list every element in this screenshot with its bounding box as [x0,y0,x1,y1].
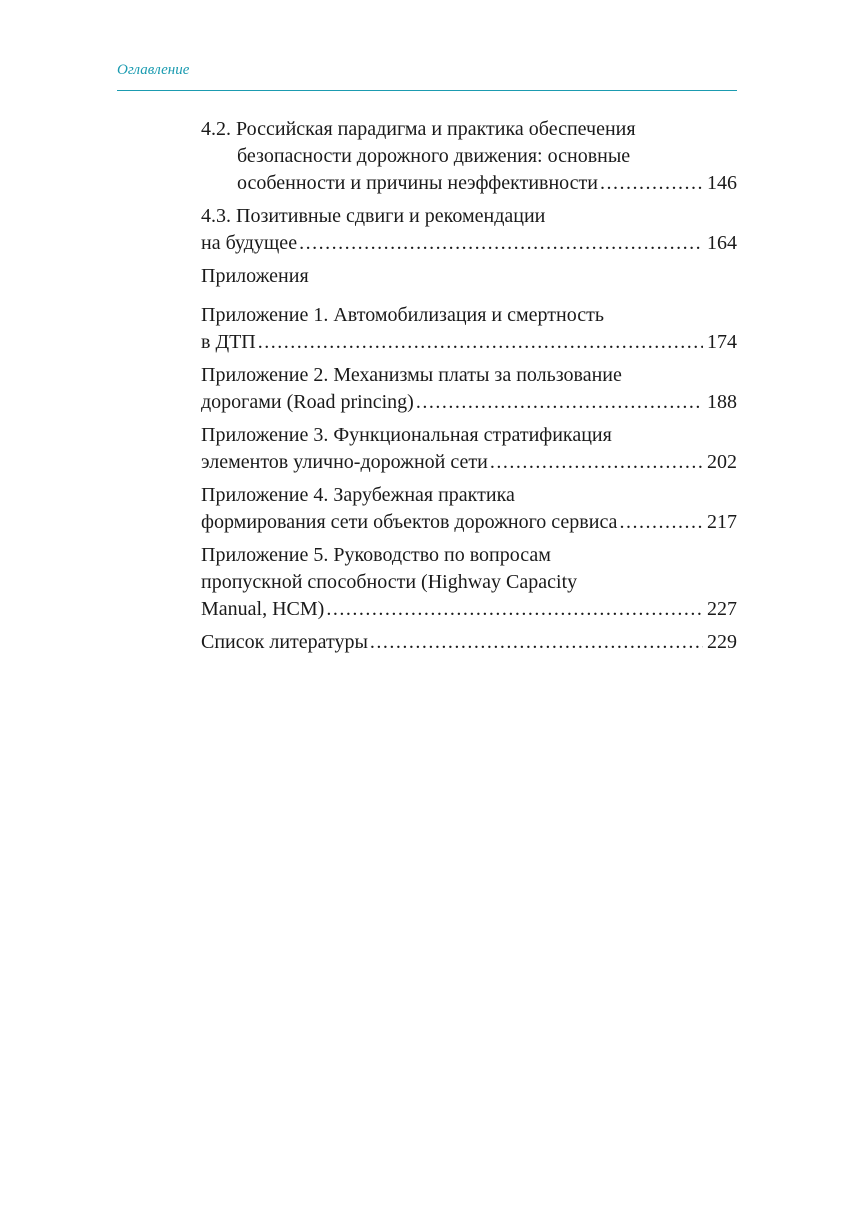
toc-entry-title-line: дорогами (Road princing) [201,391,414,413]
toc-entry-last-line [201,629,737,656]
toc-entry-appendix-4[interactable] [201,482,737,536]
toc-entry-title-line: пропускной способности (Highway Capacity [201,571,578,593]
page-number: 174 [707,331,737,353]
toc-entry-title-line: в ДТП [201,331,256,353]
toc-entry-title-line: формирования сети объектов дорожного сервиса [201,511,618,533]
dot-leader [600,170,703,197]
page-number: 229 [707,631,737,653]
dot-leader [326,596,703,623]
toc-entry-4-3[interactable] [201,203,737,257]
dot-leader [490,449,703,476]
page-number: 217 [707,511,737,533]
dot-leader [299,230,703,257]
toc-entry-title-line: Приложение 5. Руководство по вопросам [201,544,551,566]
toc-entry-title-line: Приложение 2. Механизмы платы за пользование [201,364,622,386]
toc-entry-4-2[interactable] [201,116,737,197]
toc-entry-last-line [201,389,737,416]
toc-entry-title-line: безопасности дорожного движения: основные [237,145,631,167]
toc-entry-title-line: на будущее [201,232,298,254]
toc-entry-appendix-1[interactable] [201,302,737,356]
toc-entry-last-line [201,596,737,623]
toc-entry-title-line: Приложение 3. Функциональная стратификация [201,424,612,446]
page-number: 188 [707,391,737,413]
page-number: 227 [707,598,737,620]
dot-leader [619,509,703,536]
toc-entry-title-line: Приложение 4. Зарубежная практика [201,484,515,506]
toc-entry-title-line: 4.3. Позитивные сдвиги и рекомендации [201,205,546,227]
toc-entry-last-line [201,449,737,476]
dot-leader [258,329,703,356]
toc-entry-title-line: элементов улично-дорожной сети [201,451,488,473]
toc-entry-last-line [201,170,737,197]
dot-leader [416,389,703,416]
page-number: 146 [707,172,737,194]
toc-entry-last-line [201,329,737,356]
toc-entry-appendix-2[interactable] [201,362,737,416]
toc-entry-appendix-5[interactable] [201,542,737,623]
page-number: 202 [707,451,737,473]
toc-entry-last-line [201,230,737,257]
toc-entry-title-line: Manual, HCM) [201,598,325,620]
toc-entry-title-line: 4.2. Российская парадигма и практика обеспечения [201,118,636,140]
toc-section-heading: Приложения [201,265,309,287]
dot-leader [370,629,703,656]
page-number: 164 [707,232,737,254]
header-rule [117,90,737,91]
toc-entry-bibliography[interactable] [201,629,737,656]
table-of-contents [201,116,737,662]
toc-entry-appendix-3[interactable] [201,422,737,476]
toc-entry-title-line: особенности и причины неэффективности [237,172,598,194]
toc-entry-title-line: Список литературы [201,631,368,653]
running-head: Оглавление [117,62,190,78]
toc-entry-title-line: Приложение 1. Автомобилизация и смертность [201,304,604,326]
toc-entry-last-line [201,509,737,536]
